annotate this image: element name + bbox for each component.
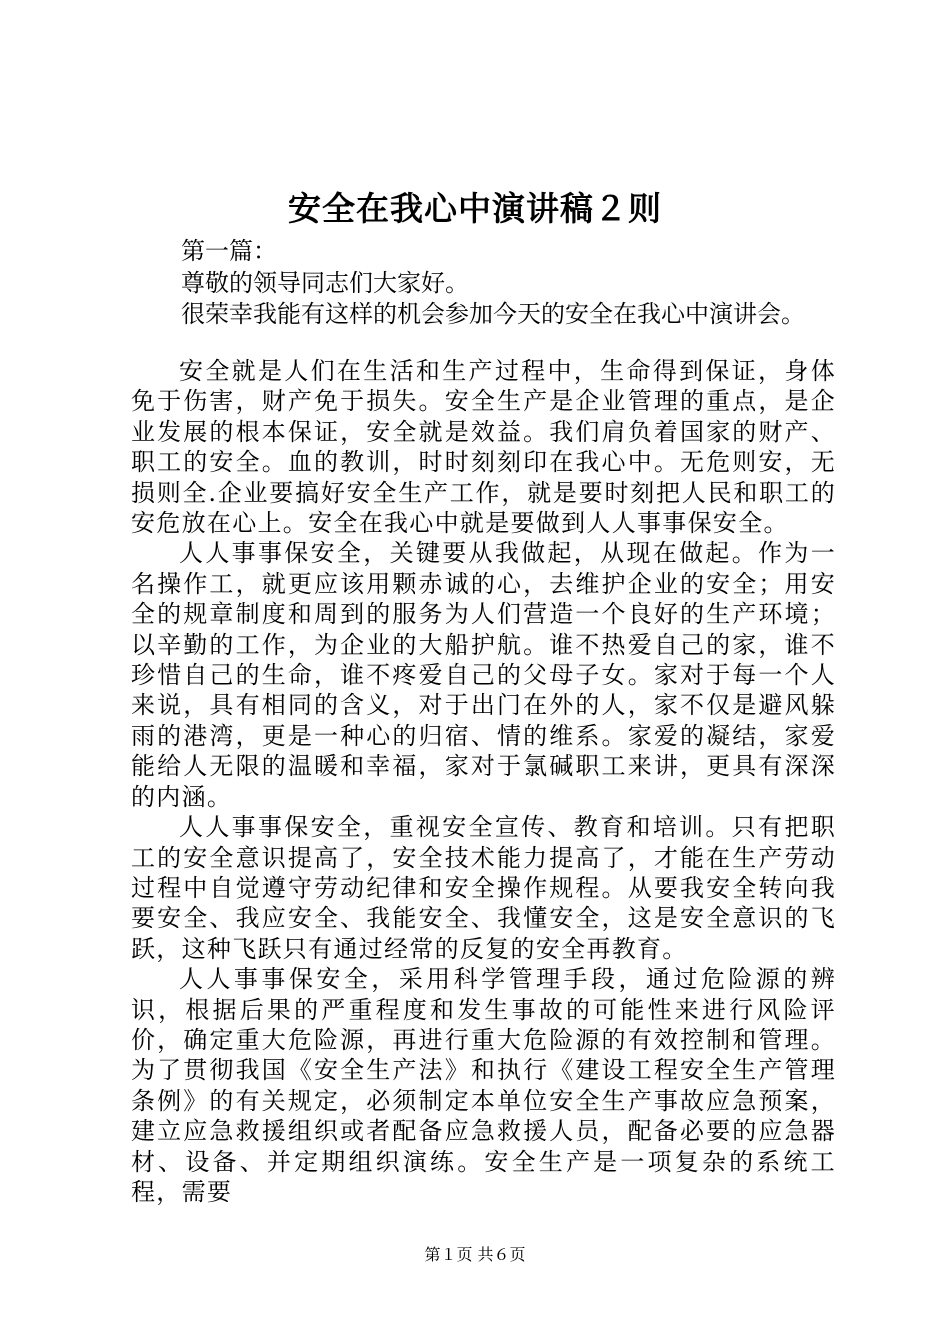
paragraph: 人人事事保安全，关键要从我做起，从现在做起。作为一名操作工，就更应该用颗赤诚的心，去维护企业的安全；用安全的规章制度和周到的服务为人们营造一个良好的生产环境；以辛勤的工作，为企业的大船护航。谁不热爱自己的家，谁不珍惜自己的生命，谁不疼爱自己的父母子女。家对于每一个人来说，具有相同的含义，对于出门在外的人，家不仅是避风躲雨的港湾，更是一种心的归宿、情的维系。家爱的凝结，家爱能给人无限的温暖和幸福，家对于氯碱职工来讲，更具有深深的内涵。 [131, 539, 836, 811]
document-title: 安全在我心中演讲稿２则 [288, 189, 662, 228]
body-text [131, 356, 836, 1207]
paragraph: 人人事事保安全，重视安全宣传、教育和培训。只有把职工的安全意识提高了，安全技术能力提高了，才能在生产劳动过程中自觉遵守劳动纪律和安全操作规程。从要我安全转向我要安全、我应安全、我能安全、我懂安全，这是安全意识的飞跃，这种飞跃只有通过经常的反复的安全再教育。 [131, 813, 836, 963]
paragraph: 人人事事保安全，采用科学管理手段，通过危险源的辨识，根据后果的严重程度和发生事故的可能性来进行风险评价，确定重大危险源，再进行重大危险源的有效控制和管理。为了贯彻我国《安全生产法》和执行《建设工程安全生产管理条例》的有关规定，必须制定本单位安全生产事故应急预案，建立应急救援组织或者配备应急救援人员，配备必要的应急器材、设备、并定期组织演练。安全生产是一项复杂的系统工程，需要 [131, 965, 836, 1206]
opening-line: 很荣幸我能有这样的机会参加今天的安全在我心中演讲会。 [181, 300, 805, 328]
greeting-line: 尊敬的领导同志们大家好。 [181, 269, 469, 297]
page-footer: 第１页 共６页 [424, 1245, 526, 1264]
section-label: 第一篇： [181, 237, 277, 265]
paragraph: 安全就是人们在生活和生产过程中，生命得到保证，身体免于伤害，财产免于损失。安全生产是企业管理的重点，是企业发展的根本保证，安全就是效益。我们肩负着国家的财产、职工的安全。血的教训，时时刻刻印在我心中。无危则安，无损则全.企业要搞好安全生产工作，就是要时刻把人民和职工的安危放在心上。安全在我心中就是要做到人人事事保安全。 [131, 357, 836, 538]
